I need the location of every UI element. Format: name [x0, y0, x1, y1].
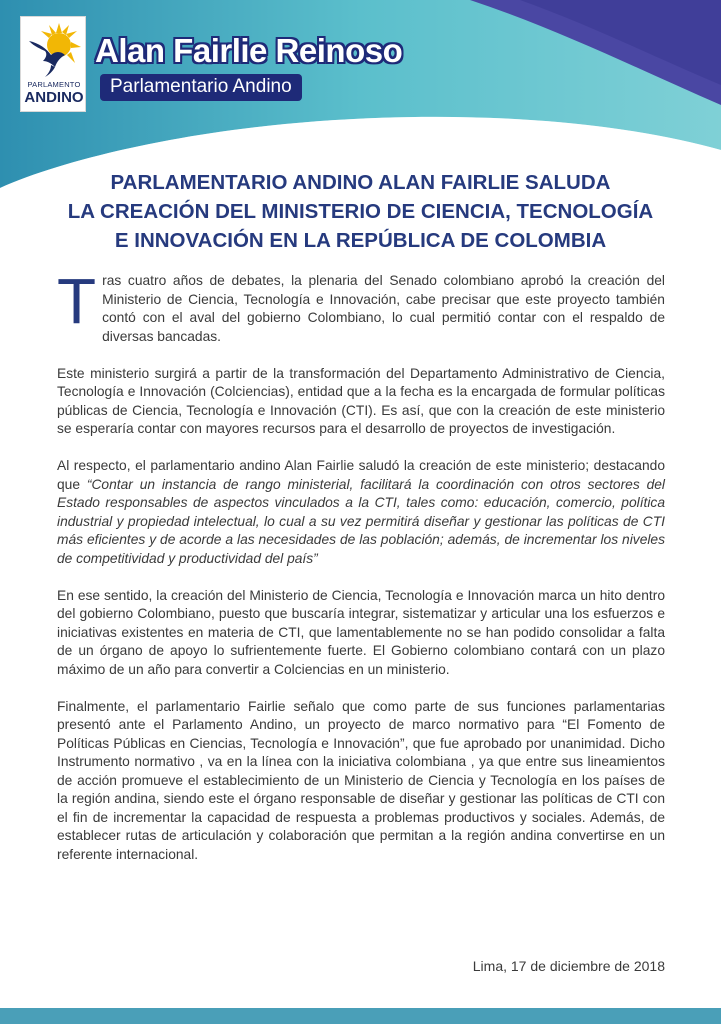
headline — [20, 168, 701, 255]
parliamentarian-role: Parlamentario Andino — [100, 74, 302, 101]
parliamentarian-name: Alan Fairlie Reinoso — [95, 32, 403, 69]
headline-line-1: PARLAMENTARIO ANDINO ALAN FAIRLIE SALUDA — [110, 171, 611, 194]
headline-line-3: E INNOVACIÓN EN LA REPÚBLICA DE COLOMBIA — [114, 229, 607, 252]
date-line: Lima, 17 de diciembre de 2018 — [472, 958, 665, 974]
paragraph-3-quote: “Contar un instancia de rango ministerial, facilitará la coordinación con otros sectores del Estado responsables de aspectos vinculados a la CTI, tales como: educación, comercio, política industrial y propiedad intelectual, lo cual a su vez permitirá diseñar y gestionar las políticas de CTI más eficientes y de acorde a las necesidades de las población; además, de incrementar los niveles de competitividad y productividad del país” — [57, 476, 665, 566]
article-body — [57, 265, 665, 883]
paragraph-5: Finalmente, el parlamentario Fairlie señalo que como parte de sus funciones parlamentarias presentó ante el Parlamento Andino, un proyecto de marco normativo para “El Fomento de Políticas Públicas en Ciencias, Tecnología e Innovación”, que fue aprobado por unanimidad. Dicho Instrumento normativo , va en la línea con la iniciativa colombiana , ya que entre sus lineamientos de acción promueve el establecimiento de un Ministerio de Ciencia y Tecnología en los países de la región andina, siendo este el órgano responsable de diseñar y gestionar las políticas de CTI con el fin de incrementar la capacidad de respuesta a problemas productivos y sociales. Además, de establecer rutas de articulación y colaboración que permitan a la región andina convertirse en un referente internacional. — [57, 698, 665, 862]
drop-cap: T — [57, 265, 97, 337]
paragraph-4: En ese sentido, la creación del Ministerio de Ciencia, Tecnología e Innovación marca un hito dentro del gobierno Colombiano, puesto que buscaría integrar, sistematizar y articular una los esfuerzos e iniciativas existentes en materia de CTI, que lamentablemente no se han podido consolidar a falta de un órgano de apoyo lo sufrientemente fuerte. El Gobierno colombiano contará con un plazo máximo de un año para convertir a Colciencias en un ministerio. — [57, 587, 665, 677]
paragraph-3-intro: Al respecto, el parlamentario andino Alan Fairlie saludó la creación de este ministerio; destacando que — [57, 458, 665, 492]
paragraph-1-text: ras cuatro años de debates, la plenaria del Senado colombiano aprobó la creación del Ministerio de Ciencia, Tecnología e Innovación, cabe precisar que este proyecto también contó con el aval del gobierno Colombiano, lo cual permitió contar con el respaldo de diversas bancadas. — [102, 273, 665, 344]
headline-line-2: LA CREACIÓN DEL MINISTERIO DE CIENCIA, TECNOLOGÍA — [67, 200, 654, 223]
paragraph-2: Este ministerio surgirá a partir de la transformación del Departamento Administrativo de Ciencia, Tecnología e Innovación (Colciencias), entidad que a la fecha es la encargada de formular políticas públicas de Ciencia, Tecnología e Innovación (CTI). Es así, que con la creación de este ministerio se esperaría contar con mayores recursos para el desarrollo de proyectos de investigación. — [57, 365, 665, 436]
logo-text-parlamento: PARLAMENTO — [27, 80, 81, 89]
logo-text-andino: ANDINO — [24, 89, 84, 106]
paragraph-3 — [57, 457, 665, 568]
condor-sun-icon — [25, 21, 83, 79]
parlamento-andino-logo — [20, 16, 86, 112]
paragraph-1 — [57, 265, 665, 346]
footer-bar — [0, 1008, 721, 1024]
